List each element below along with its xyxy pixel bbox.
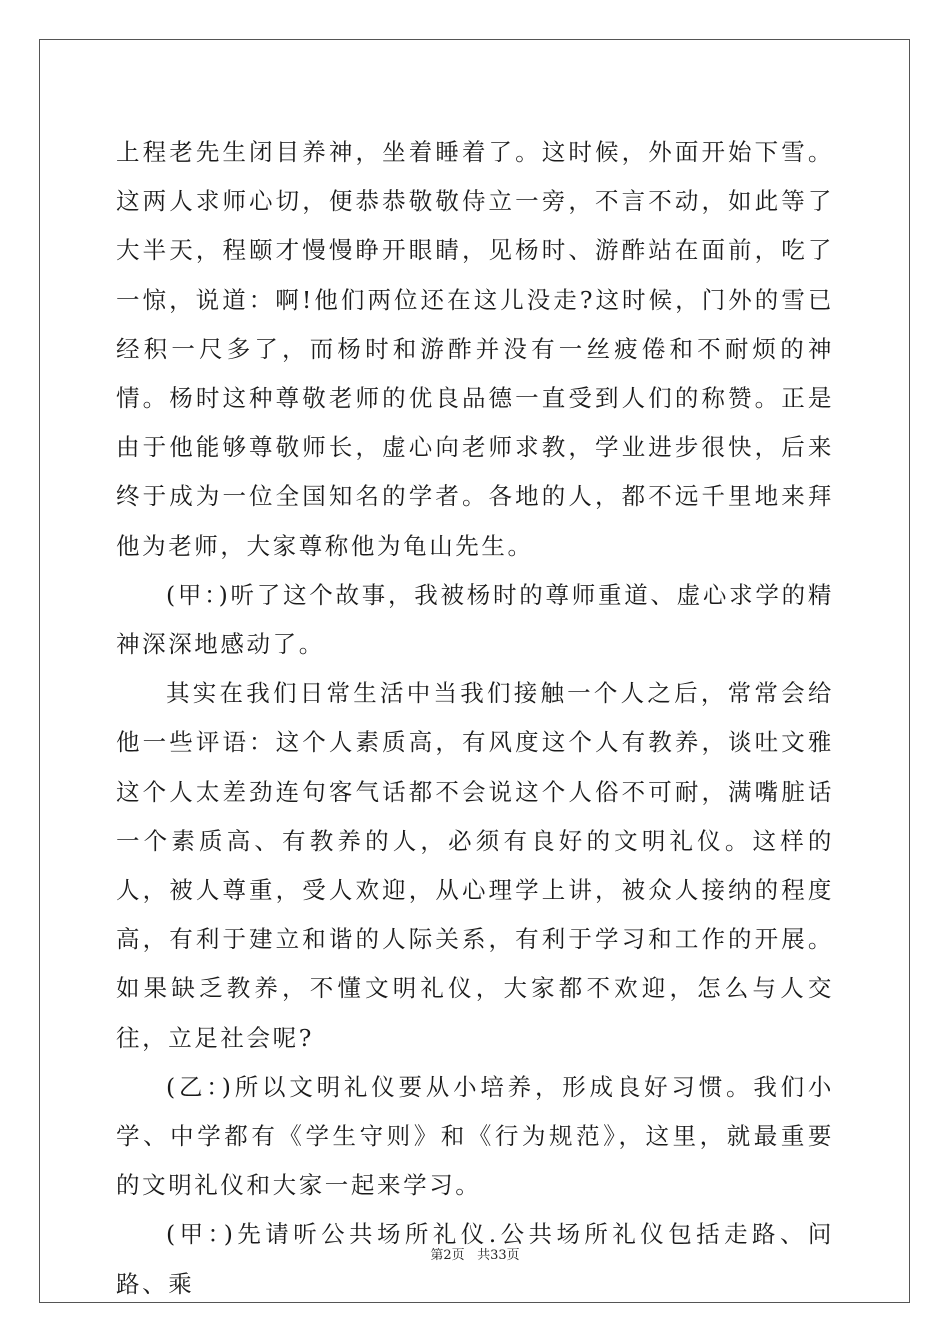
page-footer [0, 1244, 950, 1263]
document-body [116, 128, 834, 1309]
page-number: 第2页 [430, 1248, 465, 1263]
page-total: 共33页 [477, 1248, 520, 1263]
paragraph-2: (甲：)听了这个故事，我被杨时的尊师重道、虚心求学的精神深深地感动了。 [116, 580, 834, 659]
paragraph-1: 上程老先生闭目养神，坐着睡着了。这时候，外面开始下雪。这两人求师心切，便恭恭敬敬侍立一旁，不言不动，如此等了大半天，程颐才慢慢睁开眼睛，见杨时、游酢站在面前，吃了一惊，说道：啊!他们两位还在这儿没走?这时候，门外的雪已经积一尺多了，而杨时和游酢并没有一丝疲倦和不耐烦的神情。杨时这种尊敬老师的优良品德一直受到人们的称赞。正是由于他能够尊敬师长，虚心向老师求教，学业进步很快，后来终于成为一位全国知名的学者。各地的人，都不远千里地来拜他为老师，大家尊称他为龟山先生。 [116, 138, 834, 560]
paragraph-4: (乙：)所以文明礼仪要从小培养，形成良好习惯。我们小学、中学都有《学生守则》和《行为规范》，这里，就最重要的文明礼仪和大家一起来学习。 [116, 1072, 834, 1200]
paragraph-5: (甲：)先请听公共场所礼仪.公共场所礼仪包括走路、问路、乘 [116, 1220, 834, 1298]
paragraph-3: 其实在我们日常生活中当我们接触一个人之后，常常会给他一些评语：这个人素质高，有风度这个人有教养，谈吐文雅这个人太差劲连句客气话都不会说这个人俗不可耐，满嘴脏话一个素质高、有教养的人，必须有良好的文明礼仪。这样的人，被人尊重，受人欢迎，从心理学上讲，被众人接纳的程度高，有利于建立和谐的人际关系，有利于学习和工作的开展。如果缺乏教养，不懂文明礼仪，大家都不欢迎，怎么与人交往，立足社会呢? [116, 679, 834, 1052]
